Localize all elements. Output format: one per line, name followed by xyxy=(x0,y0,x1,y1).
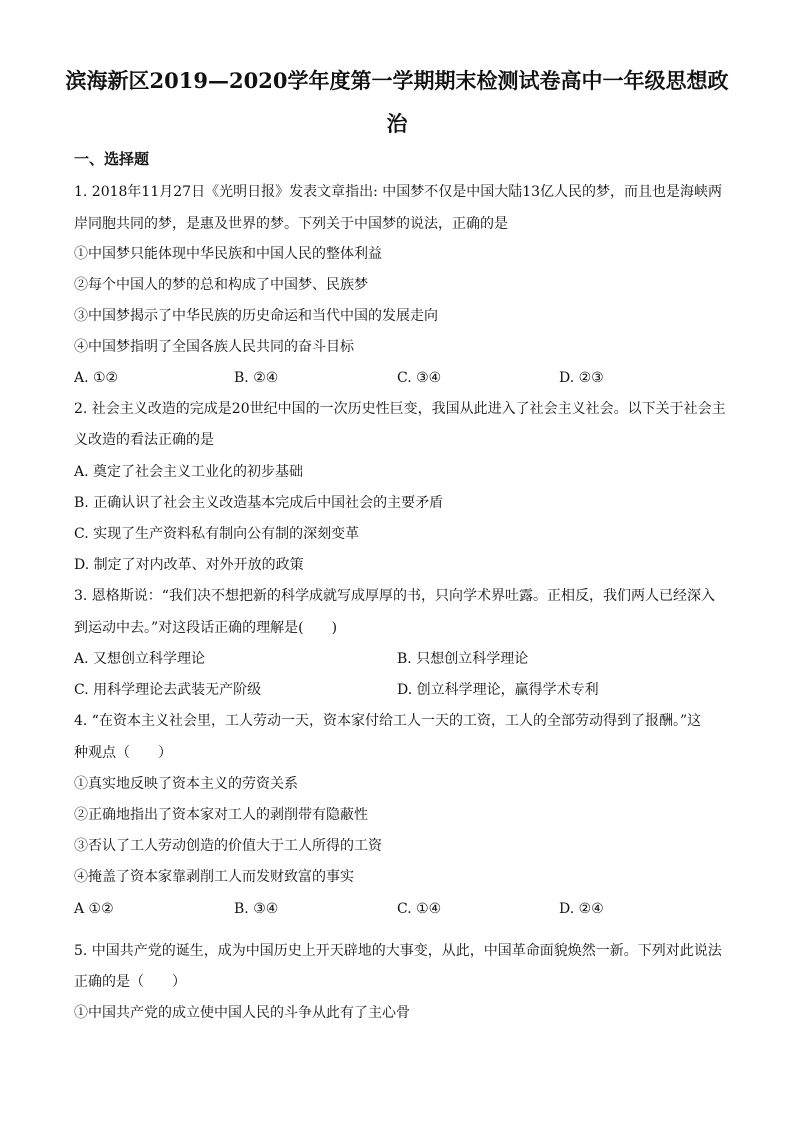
question-3-option-a: A. 又想创立科学理论 xyxy=(74,651,206,667)
question-1-statement-4: ④中国梦指明了全国各族人民共同的奋斗目标 xyxy=(74,339,354,355)
question-1-option-b: B. ②④ xyxy=(234,370,279,386)
question-2-option-c: C. 实现了生产资料私有制向公有制的深刻变革 xyxy=(74,526,360,542)
question-4-stem-line-2: 种观点（ ） xyxy=(74,745,172,761)
question-1-option-c: C. ③④ xyxy=(397,370,442,386)
question-4-option-b: B. ③④ xyxy=(234,901,279,917)
question-1-statement-2: ②每个中国人的梦的总和构成了中国梦、民族梦 xyxy=(74,277,368,293)
question-4-statement-1: ①真实地反映了资本主义的劳资关系 xyxy=(74,776,298,792)
question-1-stem-line-1: 1. 2018年11月27日《光明日报》发表文章指出: 中国梦不仅是中国大陆13亿人民的梦，而且也是海峡两 xyxy=(74,184,723,200)
question-3-stem-line-1: 3. 恩格斯说：“我们决不想把新的科学成就写成厚厚的书，只向学术界吐露。正相反，我们两人已经深入 xyxy=(74,588,715,604)
question-3-option-d: D. 创立科学理论，赢得学术专利 xyxy=(397,682,599,698)
question-3-stem-line-2: 到运动中去。”对这段话正确的理解是( ) xyxy=(74,620,338,636)
question-4-option-a: A ①② xyxy=(74,901,114,917)
question-1-stem-line-2: 岸同胞共同的梦，是惠及世界的梦。下列关于中国梦的说法，正确的是 xyxy=(74,216,508,232)
question-5-statement-1: ①中国共产党的成立使中国人民的斗争从此有了主心骨 xyxy=(74,1005,410,1021)
document-title-line-2: 治 xyxy=(386,111,408,136)
question-1-option-d: D. ②③ xyxy=(559,370,604,386)
question-2-option-d: D. 制定了对内改革、对外开放的政策 xyxy=(74,557,304,573)
question-4-statement-4: ④掩盖了资本家靠剥削工人而发财致富的事实 xyxy=(74,869,354,885)
question-4-statement-3: ③否认了工人劳动创造的价值大于工人所得的工资 xyxy=(74,838,382,854)
question-1-option-a: A. ①② xyxy=(74,370,119,386)
question-1-statement-1: ①中国梦只能体现中华民族和中国人民的整体利益 xyxy=(74,246,382,262)
document-title-line-1: 滨海新区2019—2020学年度第一学期期末检测试卷高中一年级思想政 xyxy=(65,68,729,93)
question-2-stem-line-1: 2. 社会主义改造的完成是20世纪中国的一次历史性巨变，我国从此进入了社会主义社会。以下关于社会主 xyxy=(74,401,726,417)
question-2-option-b: B. 正确认识了社会主义改造基本完成后中国社会的主要矛盾 xyxy=(74,495,444,511)
question-5-stem-line-2: 正确的是（ ） xyxy=(74,974,186,990)
question-2-option-a: A. 奠定了社会主义工业化的初步基础 xyxy=(74,464,304,480)
section-heading: 一、选择题 xyxy=(74,150,150,168)
question-4-option-d: D. ②④ xyxy=(559,901,604,917)
question-4-option-c: C. ①④ xyxy=(397,901,442,917)
question-1-statement-3: ③中国梦揭示了中华民族的历史命运和当代中国的发展走向 xyxy=(74,308,438,324)
question-2-stem-line-2: 义改造的看法正确的是 xyxy=(74,432,214,448)
question-3-option-c: C. 用科学理论去武装无产阶级 xyxy=(74,682,262,698)
question-3-option-b: B. 只想创立科学理论 xyxy=(397,651,529,667)
question-4-stem-line-1: 4. “在资本主义社会里，工人劳动一天，资本家付给工人一天的工资，工人的全部劳动得到了报酬。”这 xyxy=(74,713,702,729)
question-5-stem-line-1: 5. 中国共产党的诞生，成为中国历史上开天辟地的大事变，从此，中国革命面貌焕然一新。下列对此说法 xyxy=(74,943,722,959)
question-4-statement-2: ②正确地指出了资本家对工人的剥削带有隐蔽性 xyxy=(74,807,368,823)
